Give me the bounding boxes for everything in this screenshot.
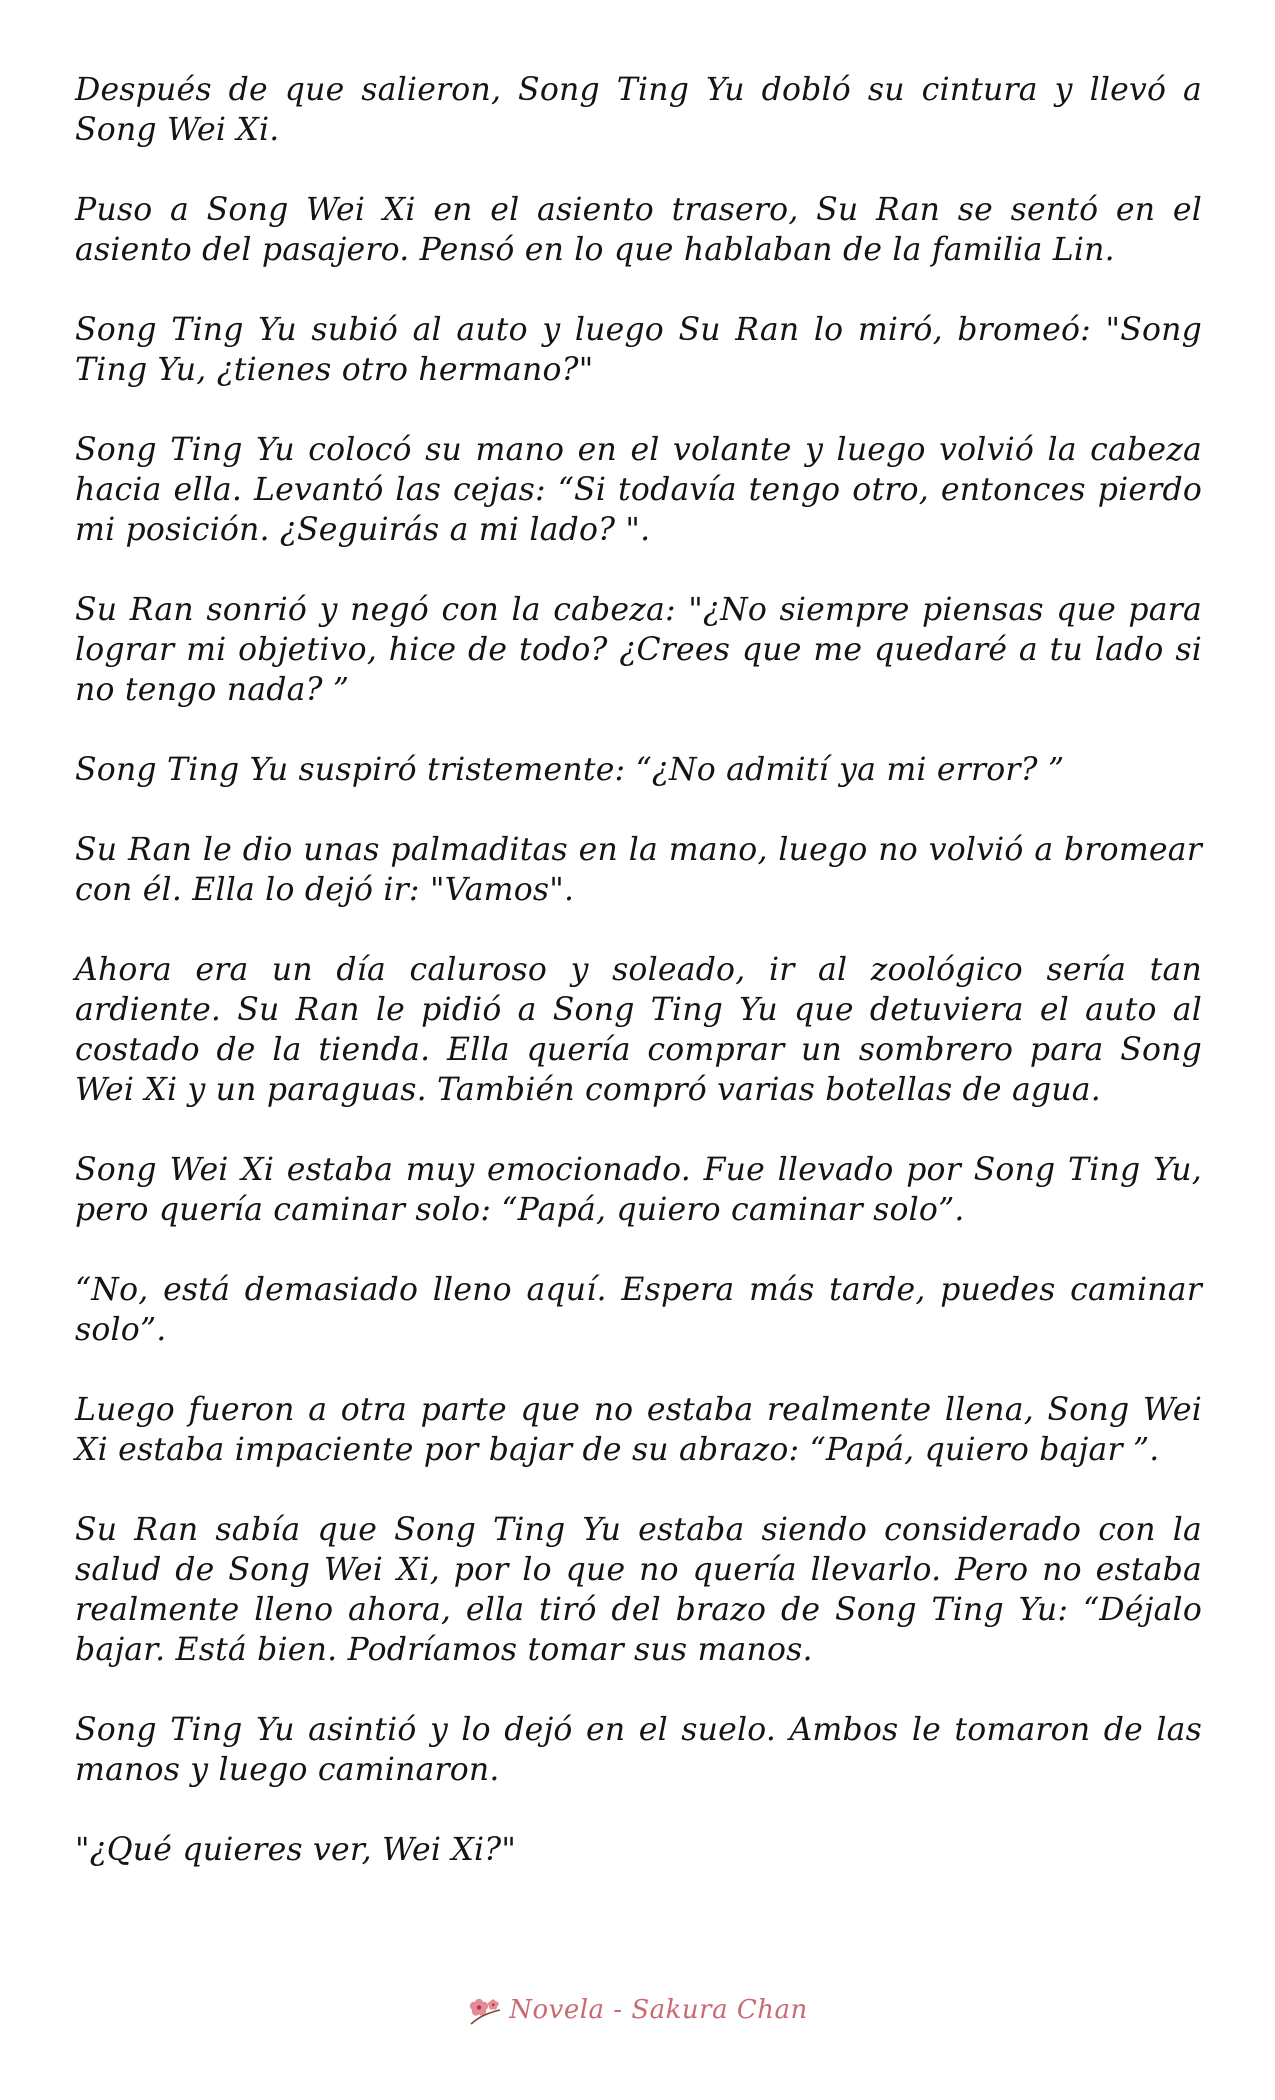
paragraph: Su Ran sabía que Song Ting Yu estaba siendo considerado con la salud de Song Wei Xi, por lo que no quería llevarlo. Pero no estaba realmente lleno ahora, ella tiró del brazo de Song Ting Yu: “Déjalo bajar. Está bien. Podríamos tomar sus manos. <box>75 1512 1202 1668</box>
paragraph: Su Ran le dio unas palmaditas en la mano, luego no volvió a bromear con él. Ella lo dejó ir: "Vamos". <box>75 832 1202 908</box>
sakura-flower-icon <box>467 1993 503 2027</box>
document-body <box>75 70 1202 1910</box>
paragraph: Su Ran sonrió y negó con la cabeza: "¿No siempre piensas que para lograr mi objetivo, hice de todo? ¿Crees que me quedaré a tu lado si no tengo nada? ” <box>75 592 1202 708</box>
paragraph: Song Ting Yu subió al auto y luego Su Ran lo miró, bromeó: "Song Ting Yu, ¿tienes otro hermano?" <box>75 312 1202 388</box>
paragraph: Luego fueron a otra parte que no estaba realmente llena, Song Wei Xi estaba impaciente por bajar de su abrazo: “Papá, quiero bajar ”. <box>75 1392 1202 1468</box>
paragraph: Ahora era un día caluroso y soleado, ir al zoológico sería tan ardiente. Su Ran le pidió a Song Ting Yu que detuviera el auto al costado de la tienda. Ella quería comprar un sombrero para Song Wei Xi y un paraguas. También compró varias botellas de agua. <box>75 952 1202 1108</box>
watermark <box>467 1993 808 2027</box>
paragraph: “No, está demasiado lleno aquí. Espera más tarde, puedes caminar solo”. <box>75 1272 1202 1348</box>
paragraph: Song Ting Yu colocó su mano en el volante y luego volvió la cabeza hacia ella. Levantó las cejas: “Si todavía tengo otro, entonces pierdo mi posición. ¿Seguirás a mi lado? ". <box>75 432 1202 548</box>
watermark-footer <box>0 1993 1275 2027</box>
paragraph: "¿Qué quieres ver, Wei Xi?" <box>75 1832 517 1868</box>
paragraph: Song Ting Yu suspiró tristemente: “¿No admití ya mi error? ” <box>75 752 1065 788</box>
paragraph: Después de que salieron, Song Ting Yu dobló su cintura y llevó a Song Wei Xi. <box>75 72 1202 148</box>
watermark-text: Novela - Sakura Chan <box>509 1995 808 2025</box>
paragraph: Song Ting Yu asintió y lo dejó en el suelo. Ambos le tomaron de las manos y luego caminaron. <box>75 1712 1202 1788</box>
paragraph: Song Wei Xi estaba muy emocionado. Fue llevado por Song Ting Yu, pero quería caminar solo: “Papá, quiero caminar solo”. <box>75 1152 1202 1228</box>
paragraph: Puso a Song Wei Xi en el asiento trasero, Su Ran se sentó en el asiento del pasajero. Pensó en lo que hablaban de la familia Lin. <box>75 192 1202 268</box>
